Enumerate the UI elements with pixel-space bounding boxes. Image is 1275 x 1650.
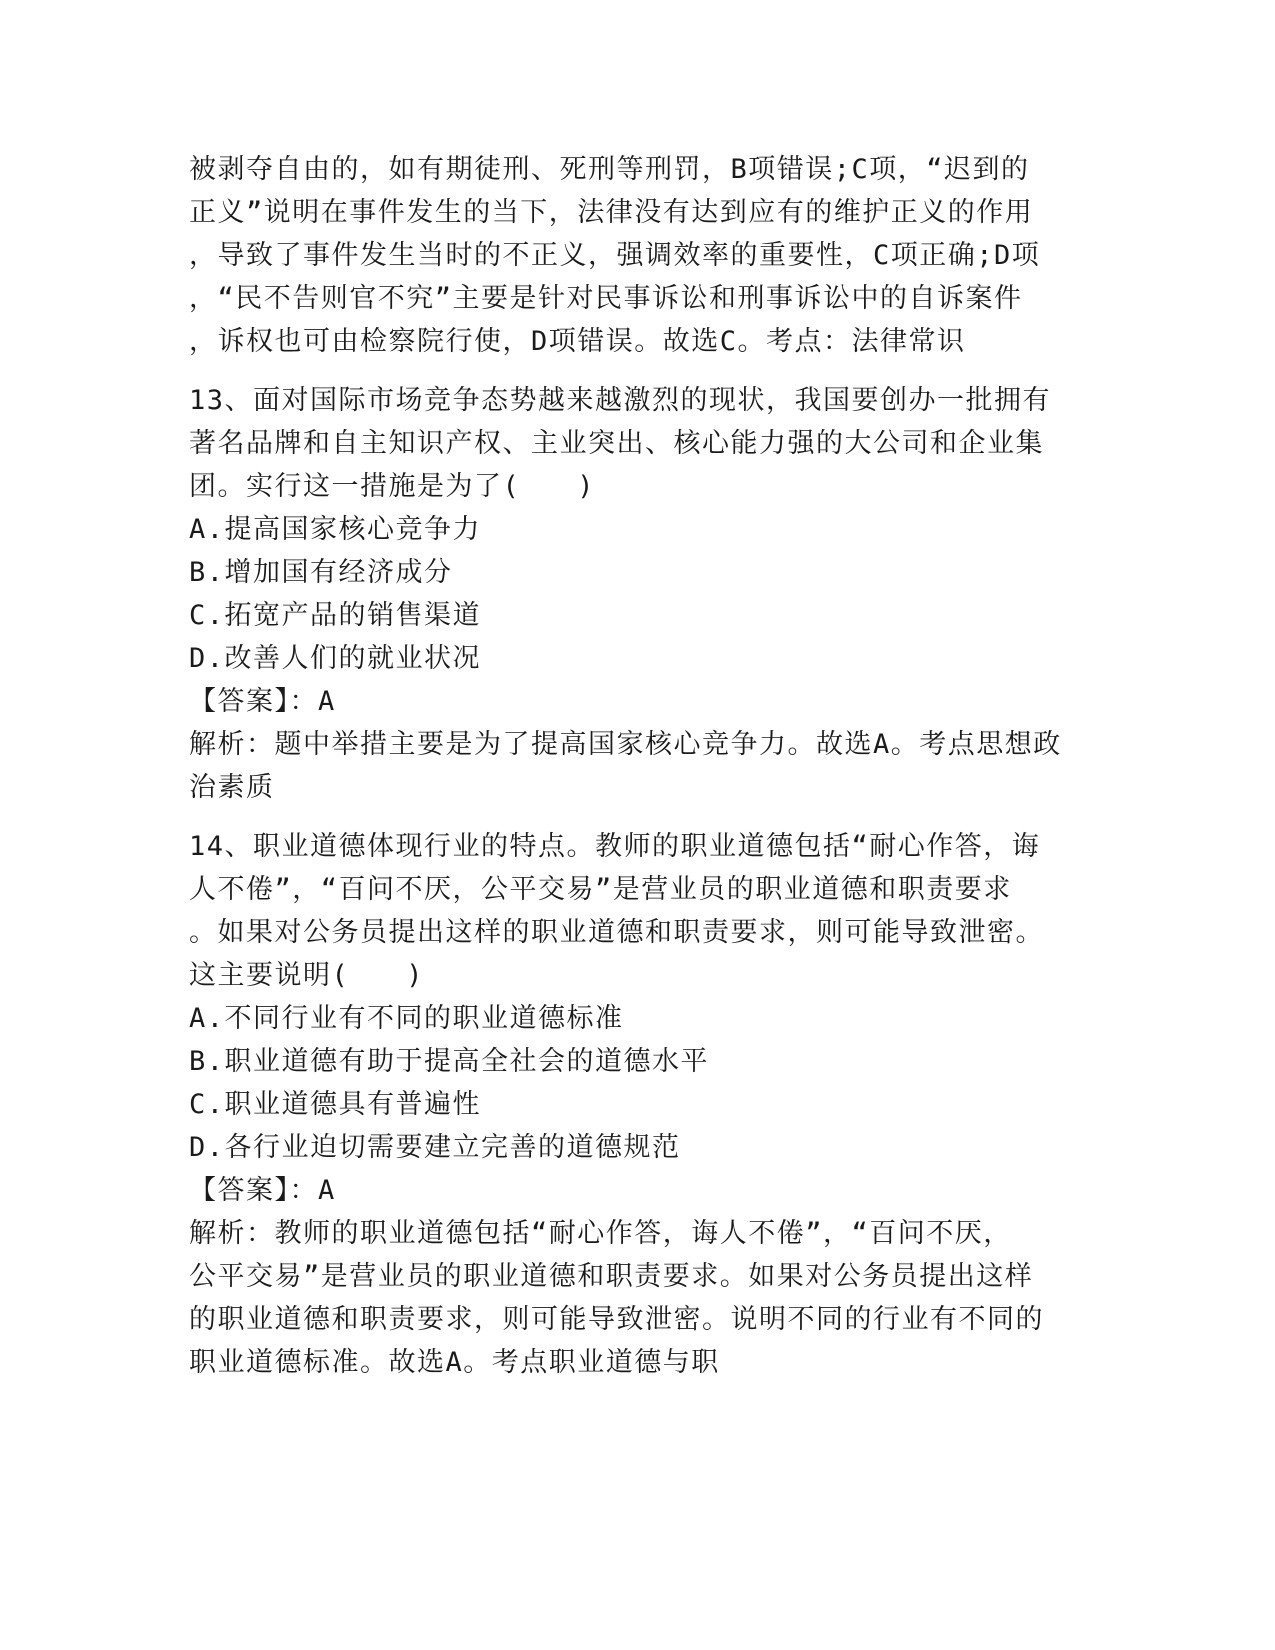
question-stem-line: 人不倦”，“百问不厌，公平交易”是营业员的职业道德和职责要求 [189, 874, 1012, 905]
explanation-line: 的职业道德和职责要求，则可能导致泄密。说明不同的行业有不同的 [189, 1304, 1044, 1335]
answer-label: 【答案】：A [189, 1175, 336, 1206]
question-stem-line: 这主要说明( ) [189, 960, 425, 991]
question-stem-line: 。如果对公务员提出这样的职业道德和职责要求，则可能导致泄密。 [189, 917, 1044, 948]
question-stem-line: 13、面对国际市场竞争态势越来越激烈的现状，我国要创办一批拥有 [189, 385, 1052, 416]
explanation-line: 职业道德标准。故选A。考点职业道德与职 [189, 1347, 720, 1378]
explanation-line: 解析：教师的职业道德包括“耐心作答，诲人不倦”，“百问不厌， [189, 1218, 1012, 1249]
explanation-line: 解析：题中举措主要是为了提高国家核心竞争力。故选A。考点思想政 [189, 729, 1062, 760]
explanation-line: 治素质 [189, 772, 275, 803]
option-d: D.各行业迫切需要建立完善的道德规范 [189, 1132, 681, 1163]
option-b: B.职业道德有助于提高全社会的道德水平 [189, 1046, 710, 1077]
option-c: C.职业道德具有普遍性 [189, 1089, 482, 1120]
page-content [189, 148, 1089, 1384]
question-13 [189, 379, 1089, 809]
answer-label: 【答案】：A [189, 686, 336, 717]
explanation-line: ，“民不告则官不究”主要是针对民事诉讼和刑事诉讼中的自诉案件 [189, 283, 1023, 314]
option-a: A.提高国家核心竞争力 [189, 514, 482, 545]
explanation-line: 公平交易”是营业员的职业道德和职责要求。如果对公务员提出这样 [189, 1261, 1034, 1292]
option-c: C.拓宽产品的销售渠道 [189, 600, 482, 631]
question-stem-line: 著名品牌和自主知识产权、主业突出、核心能力强的大公司和企业集 [189, 428, 1044, 459]
question-stem-line: 14、职业道德体现行业的特点。教师的职业道德包括“耐心作答，诲 [189, 831, 1041, 862]
option-b: B.增加国有经济成分 [189, 557, 453, 588]
explanation-line: ，诉权也可由检察院行使，D项错误。故选C。考点：法律常识 [189, 326, 966, 357]
question-14 [189, 825, 1089, 1384]
explanation-line: 正义”说明在事件发生的当下，法律没有达到应有的维护正义的作用 [189, 197, 1034, 228]
option-d: D.改善人们的就业状况 [189, 643, 482, 674]
explanation-line: ，导致了事件发生当时的不正义，强调效率的重要性，C项正确;D项 [189, 240, 1041, 271]
explanation-line: 被剥夺自由的，如有期徒刑、死刑等刑罚，B项错误;C项，“迟到的 [189, 154, 1030, 185]
prev-explanation [189, 148, 1089, 363]
option-a: A.不同行业有不同的职业道德标准 [189, 1003, 624, 1034]
question-stem-line: 团。实行这一措施是为了( ) [189, 471, 596, 502]
